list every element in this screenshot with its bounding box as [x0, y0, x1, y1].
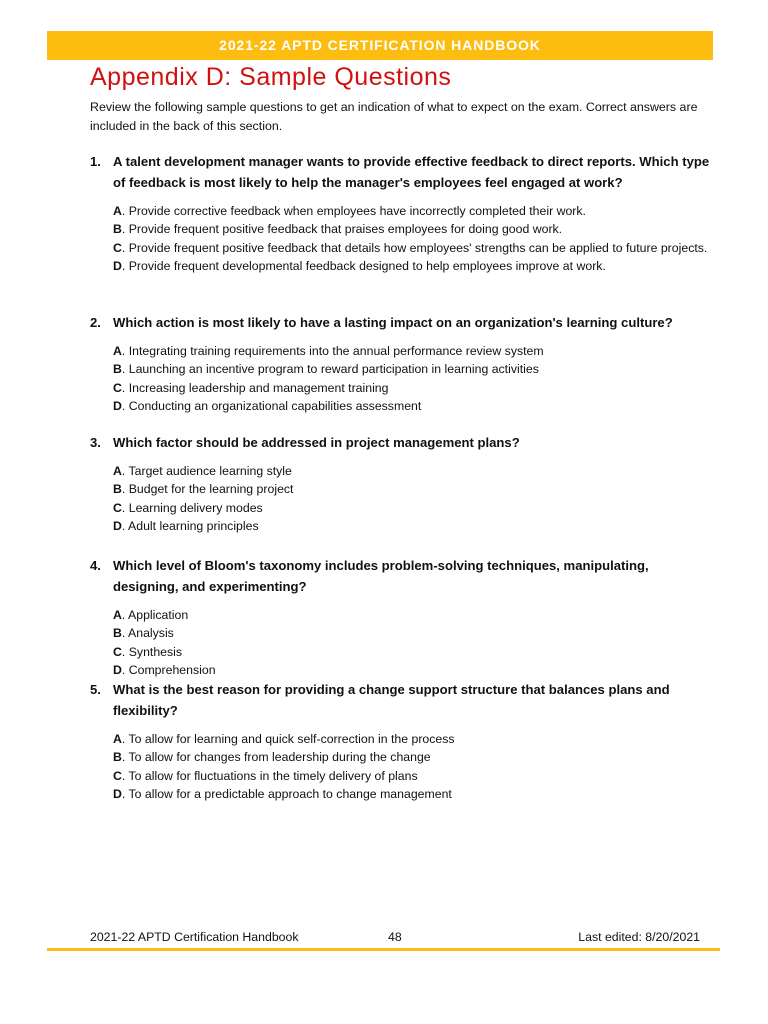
answer-letter: A: [113, 344, 122, 358]
answer-option-c: [113, 379, 710, 397]
answer-letter: A: [113, 204, 122, 218]
answer-option-a: [113, 606, 710, 624]
answer-letter: D: [113, 398, 122, 413]
question-text: A talent development manager wants to provide effective feedback to direct reports. Which type of feedback is most likely to help the manager's employees feel engaged at work?: [113, 154, 710, 190]
question-5: [90, 679, 710, 803]
answer-option-d: [113, 785, 710, 803]
answer-option-c: [113, 239, 710, 257]
answer-letter: C: [113, 240, 122, 255]
question-text: Which action is most likely to have a lasting impact on an organization's learning culture?: [113, 315, 673, 330]
answer-letter: C: [113, 500, 122, 515]
answer-option-d: [113, 517, 710, 535]
answer-list: [90, 730, 710, 803]
answer-text: . To allow for fluctuations in the timely delivery of plans: [121, 768, 418, 783]
answer-list: [90, 462, 710, 535]
answer-text: . Target audience learning style: [121, 464, 292, 478]
answer-option-a: [113, 730, 710, 748]
answer-option-b: [113, 220, 710, 238]
answer-letter: B: [113, 362, 122, 377]
answer-option-a: [113, 342, 710, 360]
answer-option-b: [113, 748, 710, 766]
answer-list: [90, 202, 710, 275]
answer-letter: A: [113, 464, 122, 478]
answer-text: . Adult learning principles: [121, 518, 259, 533]
answer-text: . Integrating training requirements into the annual performance review system: [121, 344, 544, 358]
answer-text: . Provide frequent developmental feedback designed to help employees improve at work.: [121, 258, 606, 273]
answer-option-d: [113, 257, 710, 275]
footer-page-number: 48: [388, 930, 402, 944]
answer-letter: B: [113, 482, 122, 497]
question-2: [90, 312, 710, 415]
answer-option-b: [113, 624, 710, 642]
answer-letter: A: [113, 608, 122, 622]
question-3: [90, 432, 710, 535]
answer-text: . To allow for changes from leadership during the change: [121, 750, 431, 765]
question-4: [90, 555, 710, 679]
answer-text: . Provide frequent positive feedback that praises employees for doing good work.: [121, 222, 563, 237]
answer-option-c: [113, 767, 710, 785]
answer-option-c: [113, 499, 710, 517]
answer-option-d: [113, 661, 710, 679]
footer-divider: [47, 948, 720, 951]
question-text: Which factor should be addressed in project management plans?: [113, 435, 520, 450]
answer-text: . Provide corrective feedback when employees have incorrectly completed their work.: [121, 204, 586, 218]
answer-letter: D: [113, 258, 122, 273]
footer-document-title: 2021-22 APTD Certification Handbook: [90, 930, 299, 944]
answer-text: . Comprehension: [121, 662, 216, 677]
question-number: 1.: [90, 154, 101, 169]
footer-last-edited: Last edited: 8/20/2021: [578, 930, 700, 944]
answer-text: . Learning delivery modes: [121, 500, 263, 515]
answer-option-b: [113, 480, 710, 498]
answer-text: . Conducting an organizational capabilities assessment: [121, 398, 422, 413]
answer-text: . Increasing leadership and management training: [121, 380, 389, 395]
answer-text: . Analysis: [121, 626, 174, 641]
page-title: Appendix D: Sample Questions: [90, 63, 452, 91]
question-1: [90, 151, 710, 275]
answer-option-a: [113, 462, 710, 480]
answer-option-b: [113, 360, 710, 378]
answer-option-c: [113, 643, 710, 661]
answer-text: . To allow for learning and quick self-correction in the process: [121, 732, 455, 746]
answer-text: . Synthesis: [121, 644, 183, 659]
intro-text: Review the following sample questions to get an indication of what to expect on the exam. Correct answers are included in the back of this section.: [90, 100, 698, 133]
question-number: 2.: [90, 315, 101, 330]
answer-list: [90, 606, 710, 679]
answer-text: . Provide frequent positive feedback that details how employees' strengths can be applied to future projects.: [121, 240, 708, 255]
answer-letter: C: [113, 768, 122, 783]
answer-option-d: [113, 397, 710, 415]
answer-letter: D: [113, 518, 122, 533]
question-number: 5.: [90, 682, 101, 697]
answer-letter: A: [113, 732, 122, 746]
question-number: 4.: [90, 558, 101, 573]
question-text: What is the best reason for providing a change support structure that balances plans and flexibility?: [113, 682, 670, 718]
answer-list: [90, 342, 710, 415]
answer-letter: B: [113, 750, 122, 765]
header-banner: 2021-22 APTD CERTIFICATION HANDBOOK: [47, 31, 713, 60]
answer-text: . Launching an incentive program to reward participation in learning activities: [121, 362, 539, 377]
answer-letter: C: [113, 380, 122, 395]
question-text: Which level of Bloom's taxonomy includes problem-solving techniques, manipulating, designing, and experimenting?: [113, 558, 649, 594]
answer-text: . To allow for a predictable approach to change management: [121, 786, 452, 801]
answer-letter: B: [113, 626, 122, 641]
answer-letter: C: [113, 644, 122, 659]
answer-option-a: [113, 202, 710, 220]
answer-text: . Application: [121, 608, 189, 622]
question-number: 3.: [90, 435, 101, 450]
answer-letter: B: [113, 222, 122, 237]
answer-text: . Budget for the learning project: [121, 482, 294, 497]
answer-letter: D: [113, 786, 122, 801]
answer-letter: D: [113, 662, 122, 677]
